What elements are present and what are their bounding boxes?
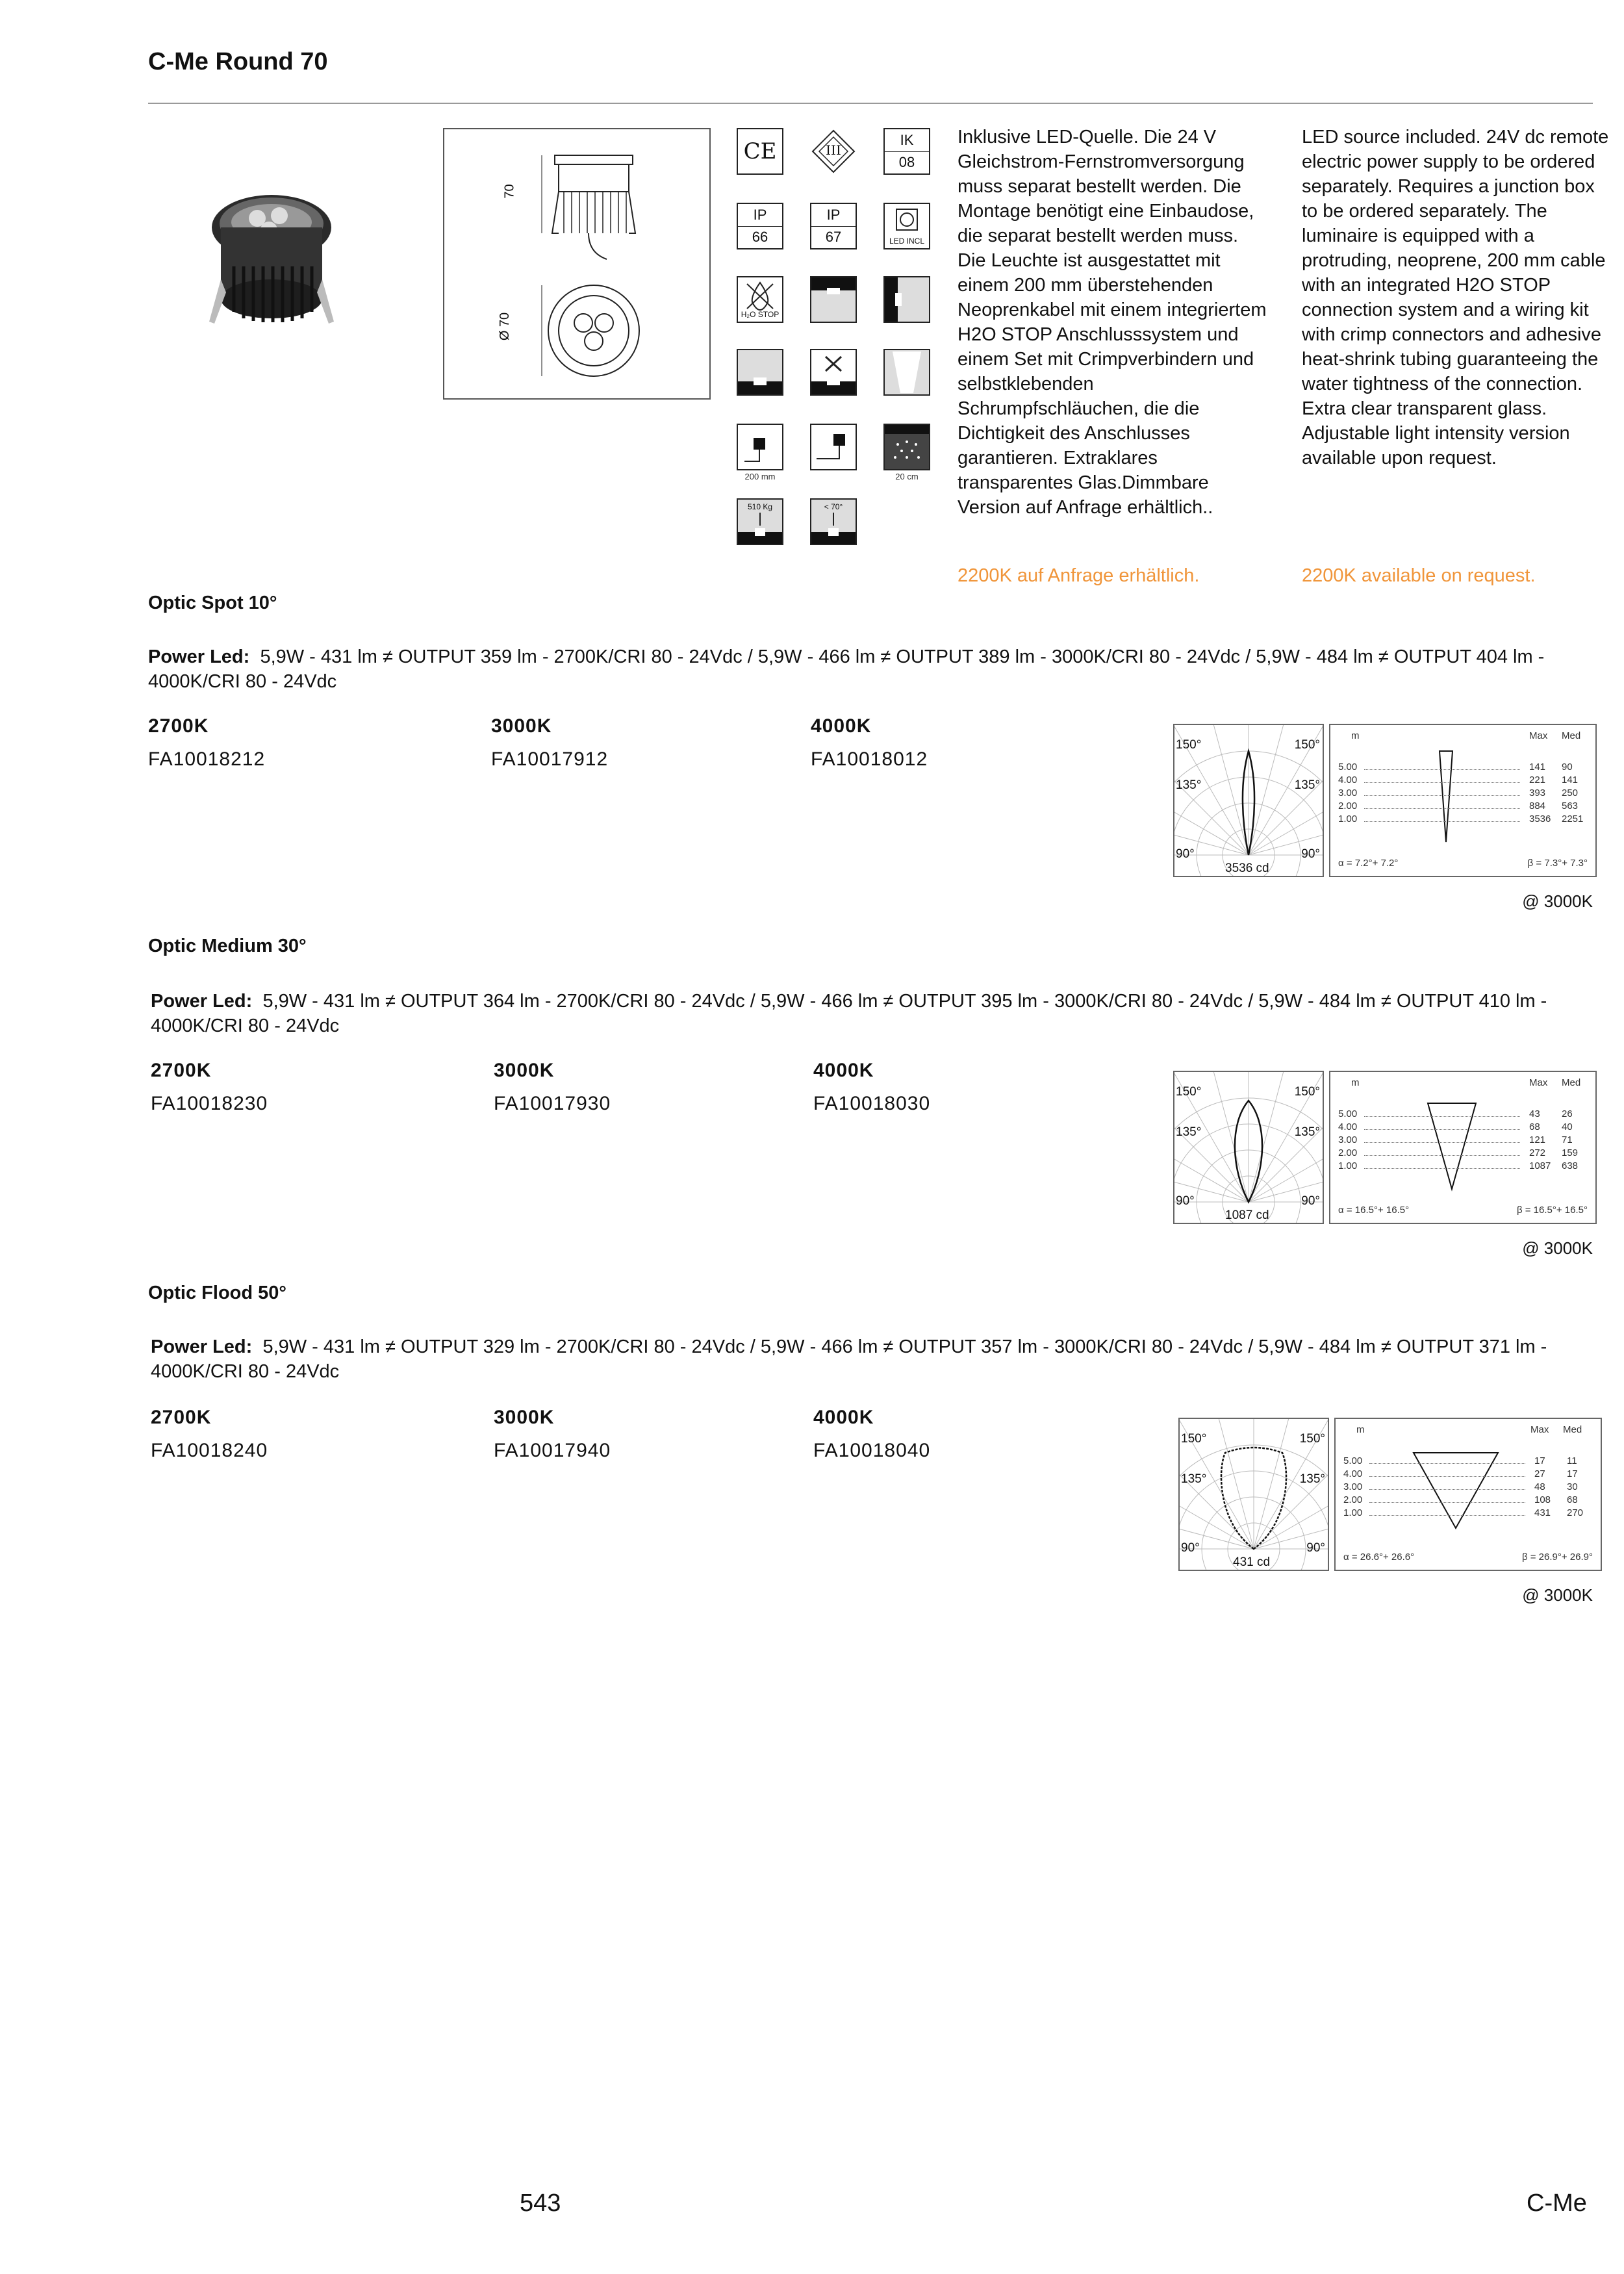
dotted-leader — [1364, 808, 1520, 809]
table-row-med: 90 — [1562, 761, 1573, 773]
table-row-med: 2251 — [1562, 813, 1584, 824]
table-row-max: 1087 — [1529, 1160, 1551, 1171]
dotted-leader — [1364, 1155, 1520, 1156]
table-row-max: 884 — [1529, 800, 1546, 811]
recessed-top-icon — [810, 276, 857, 323]
dotted-leader — [1364, 1142, 1520, 1143]
note-german: 2200K auf Anfrage erhältlich. — [958, 565, 1200, 586]
table-row-distance: 3.00 — [1343, 1481, 1363, 1492]
cable-200mm-icon: 200 mm — [737, 424, 783, 481]
power-led-spot: Power Led: 5,9W - 431 lm ≠ OUTPUT 359 lm - 2700K/CRI 80 - 24Vdc / 5,9W - 466 lm ≠ OUTPUT 389 lm - 3000K/CRI 80 - 24Vdc / 5,9W - 484 lm ≠ OUTPUT 404 lm - 4000K/CRI 80 - 24Vdc — [148, 646, 1545, 692]
table-row-distance: 3.00 — [1338, 787, 1358, 798]
table-row-med: 250 — [1562, 787, 1579, 798]
table-row-med: 26 — [1562, 1108, 1573, 1119]
table-row-max: 68 — [1529, 1121, 1540, 1132]
note-english: 2200K available on request. — [1302, 565, 1536, 586]
dotted-leader — [1364, 782, 1520, 783]
table-row-distance: 1.00 — [1338, 1160, 1358, 1171]
table-row-med: 563 — [1562, 800, 1579, 811]
dotted-leader — [1364, 821, 1520, 822]
dotted-leader — [1364, 769, 1520, 770]
reference-temp-medium: @ 3000K — [1522, 1238, 1593, 1258]
no-glare-icon — [810, 349, 857, 396]
reference-temp-spot: @ 3000K — [1522, 891, 1593, 911]
code-2700k: FA10018240 — [151, 1440, 268, 1461]
temp-3000k: 3000K — [494, 1407, 555, 1428]
table-row-max: 3536 — [1529, 813, 1551, 824]
dotted-leader — [1369, 1463, 1525, 1464]
diameter-dimension: Ø 70 — [498, 312, 513, 341]
table-row-max: 27 — [1534, 1468, 1545, 1479]
section-title-flood: Optic Flood 50° — [148, 1283, 286, 1303]
description-german: Inklusive LED-Quelle. Die 24 V Gleichstrom-Fernstromversorgung muss separat bestellt werden. Die Montage benötigt eine Einbaudose, die separat bestellt werden muss. Die Leuchte ist ausgestattet mit einem 200 mm überstehenden Neoprenkabel mit einem integriertem H2O STOP Anschlusssystem und einem Set mit Crimpverbindern und selbstklebenden Schrumpfschläuchen, die die Dichtigkeit des Anschlusses garantieren. Extraklares transparentes Glas.Dimmbare Version auf Anfrage erhältlich.. — [958, 127, 1267, 518]
table-row-distance: 1.00 — [1338, 813, 1358, 824]
angle-70-icon: < 70° — [810, 498, 857, 545]
illuminance-table-medium: m Max Med α = 16.5°+ 16.5° β = 16.5°+ 16.5° 5.00 43 26 4.00 68 40 3.00 121 71 2.00 272 159 1.00 1087 638 — [1329, 1071, 1597, 1224]
dotted-leader — [1364, 1168, 1520, 1169]
description-english: LED source included. 24V dc remote electric power supply to be ordered separately. Requires a junction box to be ordered separately. The luminaire is equipped with a protruding, neoprene, 200 mm cable with an integrated H2O STOP connection system and a wiring kit with crimp connectors and adhesive heat-shrink tubing guaranteeing the water tightness of the connection. Extra clear transparent glass. Adjustable light intensity version available upon request. — [1302, 127, 1609, 468]
header-divider — [148, 103, 1593, 104]
h2o-stop-icon: H₂O STOP — [737, 276, 783, 323]
temp-2700k: 2700K — [148, 715, 209, 737]
code-4000k: FA10018012 — [811, 748, 928, 770]
ip67-icon: IP 67 — [810, 203, 857, 249]
dotted-leader — [1369, 1476, 1525, 1477]
dotted-leader — [1364, 795, 1520, 796]
table-row-max: 272 — [1529, 1147, 1546, 1158]
code-2700k: FA10018212 — [148, 748, 266, 770]
temp-4000k: 4000K — [813, 1060, 874, 1081]
table-row-distance: 5.00 — [1338, 1108, 1358, 1119]
temp-2700k: 2700K — [151, 1060, 212, 1081]
table-row-distance: 2.00 — [1338, 800, 1358, 811]
table-row-med: 11 — [1567, 1455, 1577, 1466]
polar-diagram-flood: 150° 150° 135° 135° 90° 90° 431 cd — [1178, 1418, 1329, 1571]
code-4000k: FA10018040 — [813, 1440, 931, 1461]
wall-mount-icon — [883, 276, 930, 323]
table-row-med: 17 — [1567, 1468, 1578, 1479]
load-510kg-icon: 510 Kg — [737, 498, 783, 545]
light-beam-icon — [883, 349, 930, 396]
table-row-med: 159 — [1562, 1147, 1579, 1158]
table-row-distance: 2.00 — [1343, 1494, 1363, 1505]
table-row-max: 393 — [1529, 787, 1546, 798]
depth-20cm-icon: 20 cm — [883, 424, 930, 481]
polar-diagram-spot: 150° 150° 135° 135° 90° 90° 3536 cd — [1173, 724, 1324, 877]
code-4000k: FA10018030 — [813, 1093, 931, 1114]
reference-temp-flood: @ 3000K — [1522, 1585, 1593, 1605]
table-row-med: 638 — [1562, 1160, 1579, 1171]
dotted-leader — [1364, 1116, 1520, 1117]
page-number: 543 — [520, 2190, 561, 2217]
table-row-med: 270 — [1567, 1507, 1584, 1518]
height-dimension: 70 — [502, 184, 517, 199]
table-row-distance: 5.00 — [1338, 761, 1358, 773]
code-3000k: FA10017912 — [491, 748, 609, 770]
polar-diagram-medium: 150° 150° 135° 135° 90° 90° 1087 cd — [1173, 1071, 1324, 1224]
illuminance-table-flood: m Max Med α = 26.6°+ 26.6° β = 26.9°+ 26.9° 5.00 17 11 4.00 27 17 3.00 48 30 2.00 108 68 1.00 431 270 — [1334, 1418, 1602, 1571]
table-row-med: 30 — [1567, 1481, 1578, 1492]
product-photo — [195, 182, 344, 357]
table-row-distance: 3.00 — [1338, 1134, 1358, 1145]
table-row-max: 108 — [1534, 1494, 1551, 1505]
code-3000k: FA10017930 — [494, 1093, 611, 1114]
dotted-leader — [1369, 1489, 1525, 1490]
ce-mark-icon: CE — [737, 128, 783, 175]
illuminance-table-spot: m Max Med α = 7.2°+ 7.2° β = 7.3°+ 7.3° 5.00 141 90 4.00 221 141 3.00 393 250 2.00 884 563 1.00 3536 2251 — [1329, 724, 1597, 877]
code-3000k: FA10017940 — [494, 1440, 611, 1461]
cable-icon — [810, 424, 857, 470]
table-row-distance: 4.00 — [1338, 1121, 1358, 1132]
table-row-med: 40 — [1562, 1121, 1573, 1132]
technical-drawing — [443, 128, 711, 400]
dotted-leader — [1369, 1502, 1525, 1503]
page-footer-label: C-Me — [1527, 2190, 1587, 2217]
floor-recessed-icon — [737, 349, 783, 396]
temp-4000k: 4000K — [813, 1407, 874, 1428]
table-row-distance: 4.00 — [1338, 774, 1358, 786]
dotted-leader — [1369, 1515, 1525, 1516]
table-row-max: 431 — [1534, 1507, 1551, 1518]
table-row-max: 48 — [1534, 1481, 1545, 1492]
table-row-max: 17 — [1534, 1455, 1545, 1466]
section-title-spot: Optic Spot 10° — [148, 593, 277, 613]
table-row-max: 141 — [1529, 761, 1546, 773]
dotted-leader — [1364, 1129, 1520, 1130]
page-title: C-Me Round 70 — [148, 48, 328, 75]
power-led-flood: Power Led: 5,9W - 431 lm ≠ OUTPUT 329 lm - 2700K/CRI 80 - 24Vdc / 5,9W - 466 lm ≠ OUTPUT 357 lm - 3000K/CRI 80 - 24Vdc / 5,9W - 484 lm ≠ OUTPUT 371 lm - 4000K/CRI 80 - 24Vdc — [151, 1336, 1547, 1382]
table-row-med: 141 — [1562, 774, 1579, 786]
temp-3000k: 3000K — [491, 715, 552, 737]
table-row-distance: 1.00 — [1343, 1507, 1363, 1518]
table-row-max: 43 — [1529, 1108, 1540, 1119]
power-led-medium: Power Led: 5,9W - 431 lm ≠ OUTPUT 364 lm - 2700K/CRI 80 - 24Vdc / 5,9W - 466 lm ≠ OUTPUT 395 lm - 3000K/CRI 80 - 24Vdc / 5,9W - 484 lm ≠ OUTPUT 410 lm - 4000K/CRI 80 - 24Vdc — [151, 991, 1547, 1036]
section-title-medium: Optic Medium 30° — [148, 936, 307, 956]
table-row-distance: 4.00 — [1343, 1468, 1363, 1479]
table-row-distance: 5.00 — [1343, 1455, 1363, 1466]
temp-3000k: 3000K — [494, 1060, 555, 1081]
class-iii-icon: III — [810, 128, 857, 175]
table-row-max: 221 — [1529, 774, 1546, 786]
ip66-icon: IP 66 — [737, 203, 783, 249]
temp-4000k: 4000K — [811, 715, 872, 737]
ik08-icon: IK 08 — [883, 128, 930, 175]
table-row-med: 68 — [1567, 1494, 1578, 1505]
led-included-icon: LED INCL — [883, 203, 930, 249]
table-row-med: 71 — [1562, 1134, 1573, 1145]
table-row-distance: 2.00 — [1338, 1147, 1358, 1158]
temp-2700k: 2700K — [151, 1407, 212, 1428]
table-row-max: 121 — [1529, 1134, 1546, 1145]
code-2700k: FA10018230 — [151, 1093, 268, 1114]
